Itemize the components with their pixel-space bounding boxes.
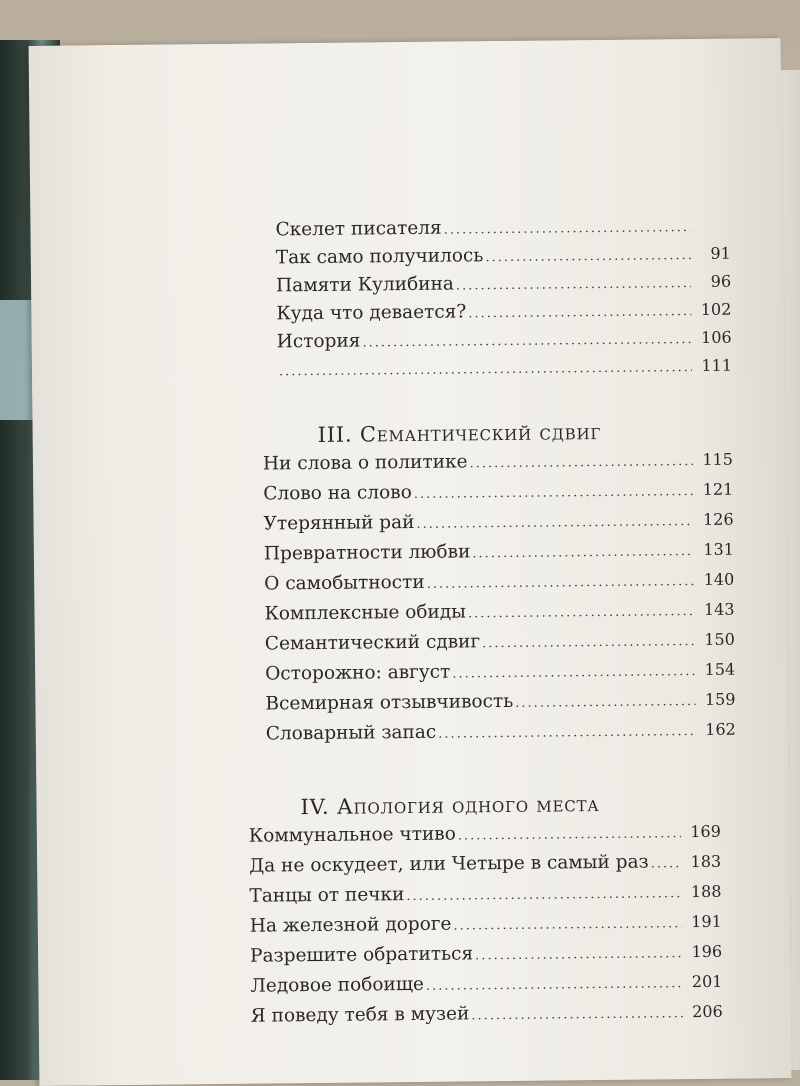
toc-entry-page: 206: [689, 997, 723, 1027]
dot-leader: [468, 597, 695, 629]
dot-leader: [515, 687, 696, 719]
toc-entry-page: 131: [700, 535, 734, 565]
toc-entry-title: Памяти Кулибина: [276, 271, 454, 301]
dot-leader: [482, 627, 695, 659]
toc-entry: [265, 685, 735, 720]
toc-entry: [249, 817, 721, 852]
toc-entry: [277, 324, 732, 357]
dot-leader: [452, 657, 695, 690]
toc-entry-title: Куда что девается?: [276, 298, 466, 328]
dot-leader: [471, 999, 683, 1031]
toc-entry-title: Словарный запас: [266, 718, 437, 750]
dot-leader: [416, 507, 693, 540]
toc-entry-title: Семантический сдвиг: [265, 627, 481, 659]
toc-entry-title: Да не оскудеет, или Четыре в самый раз: [249, 848, 649, 882]
toc-entry: [276, 240, 731, 273]
toc-entry-title: На железной дороге: [250, 910, 452, 942]
book-page: [29, 38, 792, 1086]
toc-entry-page: 201: [688, 967, 722, 997]
toc-entry-title: Танцы от печки: [249, 880, 404, 912]
toc-entry-page: 162: [702, 715, 736, 745]
toc-entry-page: 143: [700, 595, 734, 625]
dot-leader: [456, 270, 691, 300]
dot-leader: [485, 242, 691, 272]
toc-entry: [264, 565, 734, 600]
toc-entry-page: 154: [701, 655, 735, 685]
toc-entry-page: 191: [688, 907, 722, 937]
dot-leader: [444, 214, 691, 245]
toc-entry: [250, 967, 722, 1002]
toc-entry-page: 115: [699, 445, 733, 475]
dot-leader: [279, 354, 692, 386]
dot-leader: [426, 969, 683, 1002]
dot-leader: [438, 717, 696, 750]
toc-entry-page: 106: [698, 324, 732, 352]
dot-leader: [468, 298, 691, 328]
dot-leader: [469, 447, 693, 479]
toc-entry: [263, 505, 733, 540]
toc-entry-title: Ледовое побоище: [250, 970, 424, 1002]
toc-entry-page: 121: [699, 475, 733, 505]
toc-entry-title: Коммунальное чтиво: [249, 820, 456, 852]
dot-leader: [453, 909, 682, 941]
toc-section-3: [263, 419, 736, 750]
toc-entry-page: 183: [687, 847, 721, 877]
toc-entry: [251, 997, 723, 1032]
dot-leader: [406, 879, 681, 912]
toc-entry-title: Разрешите обратиться: [250, 939, 473, 971]
toc-entry-title: Комплексные обиды: [264, 597, 466, 629]
dot-leader: [651, 849, 682, 879]
toc-entry: [265, 625, 735, 660]
toc-entry-page: 91: [697, 240, 731, 268]
toc-entry: [277, 352, 732, 385]
toc-entry: [266, 715, 736, 750]
dot-leader: [475, 939, 682, 971]
section-heading: III. Семантический сдвиг: [318, 419, 733, 447]
toc-entry-title: Превратности любви: [264, 537, 471, 569]
toc-entry-page: 150: [701, 625, 735, 655]
toc-section-continued: [275, 212, 732, 385]
toc-entry: [263, 475, 733, 510]
toc-entry-title: О самобытности: [264, 568, 425, 600]
toc-entry-title: Ни слова о политике: [263, 447, 468, 479]
toc-entry: [275, 212, 730, 245]
toc-entry: [265, 655, 735, 690]
toc-entry: [264, 595, 734, 630]
toc-entry-page: 126: [699, 505, 733, 535]
toc-entry-title: История: [277, 328, 361, 357]
toc-entry-page: 196: [688, 937, 722, 967]
toc-section-4: [248, 791, 722, 1032]
toc-entry: [249, 847, 721, 882]
toc-entry-page: 169: [687, 817, 721, 847]
toc-entry: [276, 296, 731, 329]
dot-leader: [472, 537, 694, 569]
toc-entry: [264, 535, 734, 570]
toc-entry-page: 140: [700, 565, 734, 595]
toc-entry: [263, 445, 733, 480]
dot-leader: [427, 567, 695, 600]
toc-entry-title: Скелет писателя: [275, 215, 441, 245]
toc-entry-page: 188: [687, 877, 721, 907]
toc-entry-page: 111: [698, 352, 732, 380]
toc-entry-title: Слово на слово: [263, 478, 412, 510]
section-heading: IV. Апология одного места: [300, 791, 720, 819]
toc-entry: [250, 907, 722, 942]
toc-entry-title: Так само получилось: [276, 242, 484, 272]
toc-entry-page: 96: [697, 268, 731, 296]
toc-entry-page: 159: [701, 685, 735, 715]
toc-entry: [276, 268, 731, 301]
dot-leader: [362, 326, 692, 357]
toc-entry-title: Осторожно: август: [265, 658, 450, 690]
toc-entry: [249, 877, 721, 912]
toc-entry-page: 102: [697, 296, 731, 324]
dot-leader: [414, 477, 694, 510]
toc-entry: [250, 937, 722, 972]
toc-entry-title: Всемирная отзывчивость: [265, 687, 513, 720]
toc-entry-title: Утерянный рай: [263, 508, 414, 540]
toc-entry-title: Я поведу тебя в музей: [251, 999, 470, 1031]
